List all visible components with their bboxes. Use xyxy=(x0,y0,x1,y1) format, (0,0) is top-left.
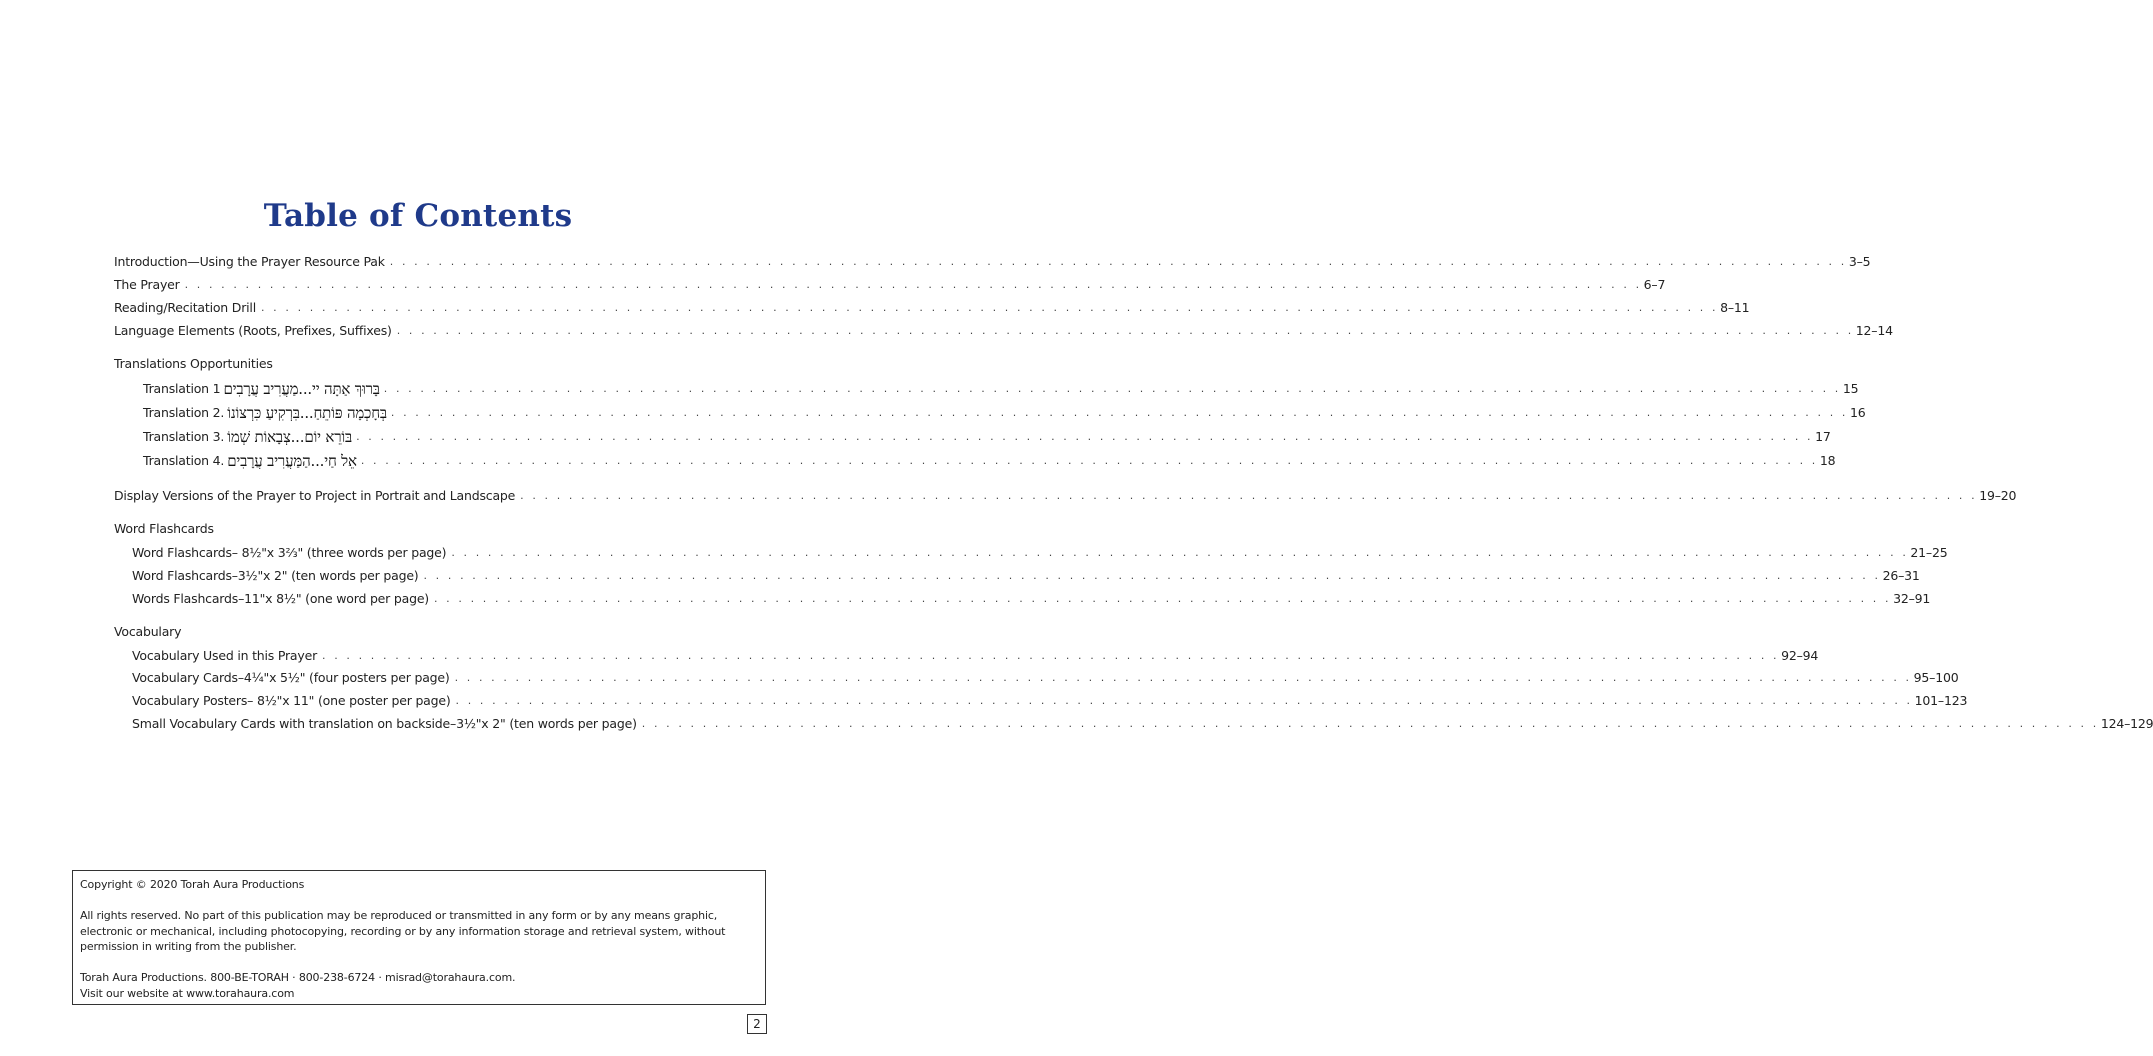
hebrew-text: אֵל חַי...הַמַּעֲרִיב עֲרָבִים xyxy=(227,452,357,470)
toc-entry-label: Translation 4. xyxy=(143,453,225,468)
website-line: Visit our website at www.torahaura.com xyxy=(80,986,295,1000)
toc-entry-label: Vocabulary Cards–4¼"x 5½" (four posters per page) xyxy=(132,670,450,685)
toc-entry-vocabulary-4[interactable] xyxy=(132,712,2153,732)
toc-entry-translation-2[interactable] xyxy=(143,401,1866,422)
toc-entry-label: Small Vocabulary Cards with translation on backside–3½"x 2" (ten words per page) xyxy=(132,716,637,731)
toc-entry-page: 17 xyxy=(1815,429,1831,444)
toc-entry-page: 18 xyxy=(1819,453,1836,468)
dot-leader: . . . . . . . . . . . . . . . . . . . . . . . . . . . . . . . . . . . . . . . . . . . . . . . . . . . . . . . . . . . . . . . . . . . . . . . . . . . . . . . . . . . . . . . . . . . . . . . . . . . . . . . . . . . . . . . . . . . . . . . . xyxy=(390,406,1848,419)
toc-entry-page: 12–14 xyxy=(1855,323,1893,338)
section-heading-translations: Translations Opportunities xyxy=(114,356,273,371)
section-heading-vocabulary: Vocabulary xyxy=(114,624,182,639)
dot-leader: . . . . . . . . . . . . . . . . . . . . . . . . . . . . . . . . . . . . . . . . . . . . . . . . . . . . . . . . . . . . . . . . . . . . . . . . . . . . . . . . . . . . . . . . . . . . . . . . . . . . . . . . . . . . . . . . . . . . . . . . xyxy=(451,546,1909,559)
rights-statement: All rights reserved. No part of this publication may be reproduced or transmitted in any form or by any means graphic, electronic or mechanical, including photocopying, recording or by any information storage and retrieval system, without permission in writing from the publisher. xyxy=(80,909,726,953)
dot-leader: . . . . . . . . . . . . . . . . . . . . . . . . . . . . . . . . . . . . . . . . . . . . . . . . . . . . . . . . . . . . . . . . . . . . . . . . . . . . . . . . . . . . . . . . . . . . . . . . . . . . . . . . . . . . . . . . . . . . . . . . xyxy=(641,717,2099,730)
toc-entry-page: 124–129 xyxy=(2100,716,2153,731)
toc-entry-the-prayer[interactable] xyxy=(114,273,1666,293)
hebrew-text: בְּחָכְמָה פּוֹתֵחַ...בִּרְקִיעַ כִּרְצוֹנוֹ xyxy=(227,404,387,422)
copyright-line: Copyright © 2020 Torah Aura Productions xyxy=(80,878,305,891)
dot-leader: . . . . . . . . . . . . . . . . . . . . . . . . . . . . . . . . . . . . . . . . . . . . . . . . . . . . . . . . . . . . . . . . . . . . . . . . . . . . . . . . . . . . . . . . . . . . . . . . . . . . . . . . . . . . . . . . . . . . . . . . xyxy=(455,694,1913,707)
toc-entry-page: 92–94 xyxy=(1781,648,1819,663)
toc-entry-translation-1[interactable] xyxy=(143,377,1859,398)
contact-line: Torah Aura Productions. 800-BE-TORAH · 800-238-6724 · misrad@torahaura.com. xyxy=(80,971,516,984)
page-number: 2 xyxy=(747,1014,767,1034)
dot-leader: . . . . . . . . . . . . . . . . . . . . . . . . . . . . . . . . . . . . . . . . . . . . . . . . . . . . . . . . . . . . . . . . . . . . . . . . . . . . . . . . . . . . . . . . . . . . . . . . . . . . . . . . . . . . . . . . . . . . . . . . xyxy=(433,592,1892,605)
toc-entry-vocabulary-1[interactable] xyxy=(132,644,1819,664)
toc-entry-page: 21–25 xyxy=(1910,545,1948,560)
page-title: Table of Contents xyxy=(263,198,573,234)
toc-entry-page: 32–91 xyxy=(1893,591,1931,606)
toc-entry-label: Word Flashcards–3½"x 2" (ten words per page) xyxy=(132,568,419,583)
toc-entry-page: 26–31 xyxy=(1882,568,1920,583)
toc-entry-display-versions[interactable] xyxy=(114,484,2017,504)
toc-entry-label: Reading/Recitation Drill xyxy=(114,300,256,315)
toc-entry-page: 8–11 xyxy=(1720,300,1750,315)
dot-leader: . . . . . . . . . . . . . . . . . . . . . . . . . . . . . . . . . . . . . . . . . . . . . . . . . . . . . . . . . . . . . . . . . . . . . . . . . . . . . . . . . . . . . . . . . . . . . . . . . . . . . . . . . . . . . . . . . . . . . . . . xyxy=(260,301,1719,314)
toc-entry-page: 19–20 xyxy=(1979,488,2017,503)
dot-leader: . . . . . . . . . . . . . . . . . . . . . . . . . . . . . . . . . . . . . . . . . . . . . . . . . . . . . . . . . . . . . . . . . . . . . . . . . . . . . . . . . . . . . . . . . . . . . . . . . . . . . . . . . . . . . . . . . . . . . . . . xyxy=(184,278,1642,291)
toc-entry-label: Translation 2. xyxy=(143,405,225,420)
dot-leader: . . . . . . . . . . . . . . . . . . . . . . . . . . . . . . . . . . . . . . . . . . . . . . . . . . . . . . . . . . . . . . . . . . . . . . . . . . . . . . . . . . . . . . . . . . . . . . . . . . . . . . . . . . . . . . . . . . . . . . . . xyxy=(396,324,1854,337)
copyright-box xyxy=(72,870,766,1005)
toc-entry-language-elements[interactable] xyxy=(114,319,1893,339)
toc-entry-label: Word Flashcards– 8½"x 3⅔" (three words per page) xyxy=(132,545,447,560)
toc-entry-flashcards-2[interactable] xyxy=(132,564,1920,584)
toc-entry-page: 95–100 xyxy=(1913,670,1959,685)
toc-entry-vocabulary-2[interactable] xyxy=(132,666,1959,686)
section-heading-flashcards: Word Flashcards xyxy=(114,521,214,536)
toc-entry-reading-drill[interactable] xyxy=(114,296,1750,316)
toc-entry-flashcards-3[interactable] xyxy=(132,587,1931,607)
dot-leader: . . . . . . . . . . . . . . . . . . . . . . . . . . . . . . . . . . . . . . . . . . . . . . . . . . . . . . . . . . . . . . . . . . . . . . . . . . . . . . . . . . . . . . . . . . . . . . . . . . . . . . . . . . . . . . . . . . . . . . . . xyxy=(389,255,1847,268)
hebrew-text: בָּרוּךְ אַתָּה יי...מַעֲרִיב עֲרָבִים xyxy=(223,380,380,398)
hebrew-text: בּוֹרֵא יוֹם...צְבָאוֹת שְׁמוֹ xyxy=(227,428,353,446)
toc-entry-translation-4[interactable] xyxy=(143,449,1836,470)
dot-leader: . . . . . . . . . . . . . . . . . . . . . . . . . . . . . . . . . . . . . . . . . . . . . . . . . . . . . . . . . . . . . . . . . . . . . . . . . . . . . . . . . . . . . . . . . . . . . . . . . . . . . . . . . . . . . . . . . . . . . . . . xyxy=(383,382,1841,395)
toc-entry-page: 101–123 xyxy=(1914,693,1968,708)
toc-entry-page: 15 xyxy=(1842,381,1859,396)
toc-entry-label: The Prayer xyxy=(114,277,180,292)
toc-entry-label: Vocabulary Used in this Prayer xyxy=(132,648,318,663)
dot-leader: . . . . . . . . . . . . . . . . . . . . . . . . . . . . . . . . . . . . . . . . . . . . . . . . . . . . . . . . . . . . . . . . . . . . . . . . . . . . . . . . . . . . . . . . . . . . . . . . . . . . . . . . . . . . . . . . . . . . . . . . xyxy=(322,649,1780,662)
toc-entry-label: Language Elements (Roots, Prefixes, Suffixes) xyxy=(114,323,392,338)
dot-leader: . . . . . . . . . . . . . . . . . . . . . . . . . . . . . . . . . . . . . . . . . . . . . . . . . . . . . . . . . . . . . . . . . . . . . . . . . . . . . . . . . . . . . . . . . . . . . . . . . . . . . . . . . . . . . . . . . . . . . . . . xyxy=(454,671,1912,684)
dot-leader: . . . . . . . . . . . . . . . . . . . . . . . . . . . . . . . . . . . . . . . . . . . . . . . . . . . . . . . . . . . . . . . . . . . . . . . . . . . . . . . . . . . . . . . . . . . . . . . . . . . . . . . . . . . . . . . . . . . . . . . . xyxy=(356,430,1814,443)
dot-leader: . . . . . . . . . . . . . . . . . . . . . . . . . . . . . . . . . . . . . . . . . . . . . . . . . . . . . . . . . . . . . . . . . . . . . . . . . . . . . . . . . . . . . . . . . . . . . . . . . . . . . . . . . . . . . . . . . . . . . . . . xyxy=(423,569,1881,582)
toc-entry-flashcards-1[interactable] xyxy=(132,541,1948,561)
toc-entry-vocabulary-3[interactable] xyxy=(132,689,1968,709)
toc-entry-label: Translation 1 xyxy=(143,381,221,396)
toc-entry-page: 6–7 xyxy=(1643,277,1666,292)
toc-entry-translation-3[interactable] xyxy=(143,425,1831,446)
dot-leader: . . . . . . . . . . . . . . . . . . . . . . . . . . . . . . . . . . . . . . . . . . . . . . . . . . . . . . . . . . . . . . . . . . . . . . . . . . . . . . . . . . . . . . . . . . . . . . . . . . . . . . . . . . . . . . . . . . . . . . . . xyxy=(360,454,1818,467)
toc-entry-page: 16 xyxy=(1850,405,1866,420)
toc-entry-label: Vocabulary Posters– 8½"x 11" (one poster per page) xyxy=(132,693,451,708)
dot-leader: . . . . . . . . . . . . . . . . . . . . . . . . . . . . . . . . . . . . . . . . . . . . . . . . . . . . . . . . . . . . . . . . . . . . . . . . . . . . . . . . . . . . . . . . . . . . . . . . . . . . . . . . . . . . . . . . . . . . . . . . xyxy=(520,489,1978,502)
toc-entry-page: 3–5 xyxy=(1848,254,1871,269)
toc-entry-label: Introduction—Using the Prayer Resource Pak xyxy=(114,254,385,269)
toc-entry-label: Display Versions of the Prayer to Project in Portrait and Landscape xyxy=(114,488,516,503)
toc-entry-label: Translation 3. xyxy=(143,429,225,444)
toc-entry-introduction[interactable] xyxy=(114,250,1871,270)
toc-entry-label: Words Flashcards–11"x 8½" (one word per page) xyxy=(132,591,429,606)
